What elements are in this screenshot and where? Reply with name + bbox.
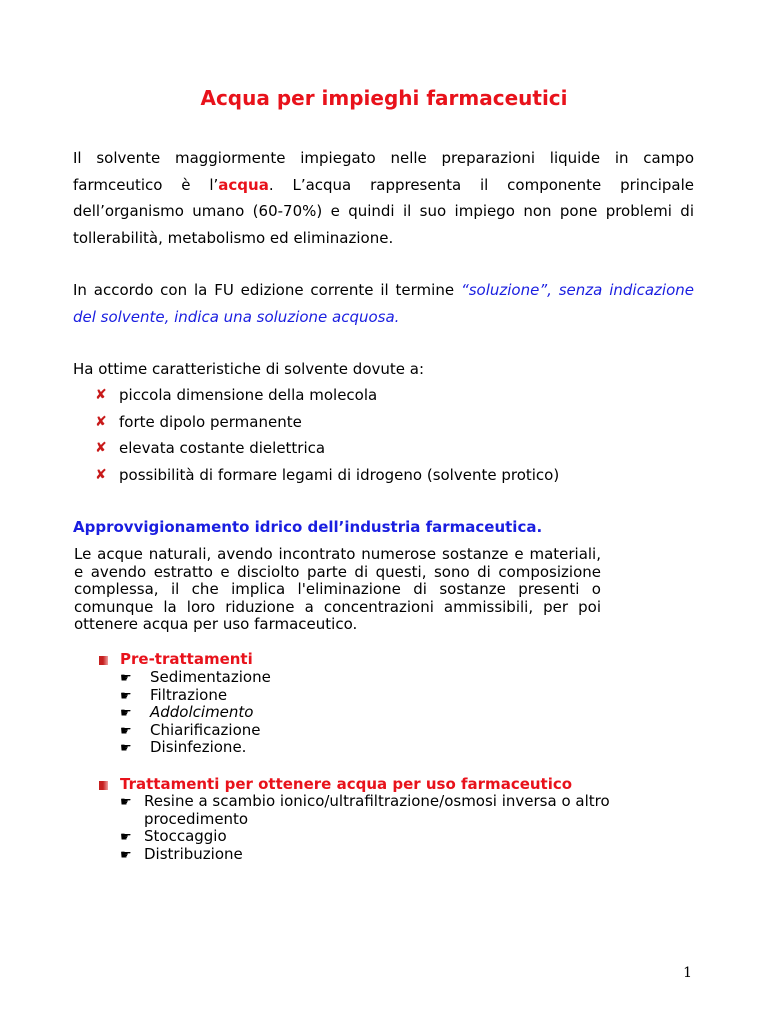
- pretreatment-text: Disinfezione.: [150, 738, 247, 757]
- list-item: [95, 409, 559, 436]
- pretreatment-text: Filtrazione: [150, 685, 228, 704]
- treatment-text: Resine a scambio ionico/ultrafiltrazione/osmosi inversa o altro: [144, 792, 610, 810]
- property-text: elevata costante dielettrica: [119, 439, 326, 457]
- page-title: Acqua per impieghi farmaceutici: [200, 86, 568, 110]
- intro-line-1: Il solvente maggiormente impiegato nelle preparazioni liquide in campo: [73, 149, 694, 167]
- pointing-hand-icon: ☛: [120, 847, 132, 863]
- properties-list: [95, 382, 559, 488]
- acqua-highlight: acqua: [218, 175, 269, 194]
- property-text: possibilità di formare legami di idrogeno (solvente protico): [119, 465, 560, 484]
- pointing-hand-icon: ☛: [120, 741, 132, 757]
- intro-line-2-post: . L’acqua rappresenta il componente principale: [268, 175, 694, 194]
- list-item: [95, 462, 559, 489]
- pretreatment-text: Sedimentazione: [150, 668, 271, 686]
- cross-mark-icon: ✘: [95, 440, 107, 456]
- pretreatment-text: Chiarificazione: [150, 720, 261, 739]
- square-bullet-icon: [99, 656, 108, 665]
- intro-line-3: dell’organismo umano (60-70%) e quindi il suo impiego non pone problemi di: [73, 202, 694, 220]
- pointing-hand-icon: ☛: [120, 706, 132, 722]
- pointing-hand-icon: ☛: [120, 671, 132, 686]
- cross-mark-icon: ✘: [95, 387, 107, 403]
- pointing-hand-icon: ☛: [120, 723, 132, 739]
- fu-text: In accordo con la FU edizione corrente il termine: [73, 281, 461, 299]
- cross-mark-icon: ✘: [95, 413, 107, 430]
- properties-heading: Ha ottime caratteristiche di solvente dovute a:: [73, 360, 425, 378]
- treatment-text: procedimento: [144, 809, 249, 828]
- pointing-hand-icon: ☛: [120, 795, 132, 810]
- pointing-hand-icon: ☛: [120, 688, 132, 704]
- treatment-text: Stoccaggio: [144, 827, 227, 846]
- page-number: 1: [683, 965, 692, 981]
- fu-definition: “soluzione”, senza indicazione del solvente, indica una soluzione acquosa.: [73, 281, 694, 326]
- intro-paragraph: [73, 145, 694, 251]
- list-item: [120, 722, 271, 740]
- property-text: piccola dimensione della molecola: [119, 386, 378, 404]
- treatments-list: [120, 793, 610, 863]
- treatments-heading: Trattamenti per ottenere acqua per uso farmaceutico: [120, 775, 573, 793]
- cross-mark-icon: ✘: [95, 466, 107, 483]
- list-item: [120, 687, 271, 705]
- pretreatments-heading: Pre-trattamenti: [120, 650, 253, 668]
- list-item: [120, 669, 271, 687]
- list-item: [120, 793, 610, 811]
- fu-paragraph: [73, 277, 694, 330]
- property-text: forte dipolo permanente: [119, 412, 302, 431]
- intro-line-4: tollerabilità, metabolismo ed eliminazione.: [73, 228, 394, 247]
- list-item: [120, 739, 271, 757]
- list-item: [120, 704, 271, 722]
- supply-heading: Approvvigionamento idrico dell’industria farmaceutica.: [73, 518, 543, 536]
- list-item: [120, 846, 610, 864]
- pretreatment-text: Addolcimento: [150, 703, 254, 722]
- list-item: [120, 828, 610, 846]
- pointing-hand-icon: ☛: [120, 830, 132, 846]
- supply-text: Le acque naturali, avendo incontrato numerose sostanze e materiali, e avendo estratto e disciolto parte di questi, sono di composizione complessa, il che implica l'eliminazione di sostanze presenti o comunque la loro riduzione a concentrazioni ammissibili, per poi ottenere acqua per uso farmaceutico.: [74, 545, 601, 634]
- intro-line-2: [73, 172, 694, 199]
- list-item: [95, 435, 559, 462]
- treatment-text: Distribuzione: [144, 844, 243, 863]
- intro-line-2-pre: farmceutico è l’: [73, 175, 219, 194]
- list-item-continuation: [120, 811, 610, 829]
- square-bullet-icon: [99, 781, 108, 790]
- list-item: [95, 382, 559, 409]
- pretreatments-list: [120, 669, 271, 757]
